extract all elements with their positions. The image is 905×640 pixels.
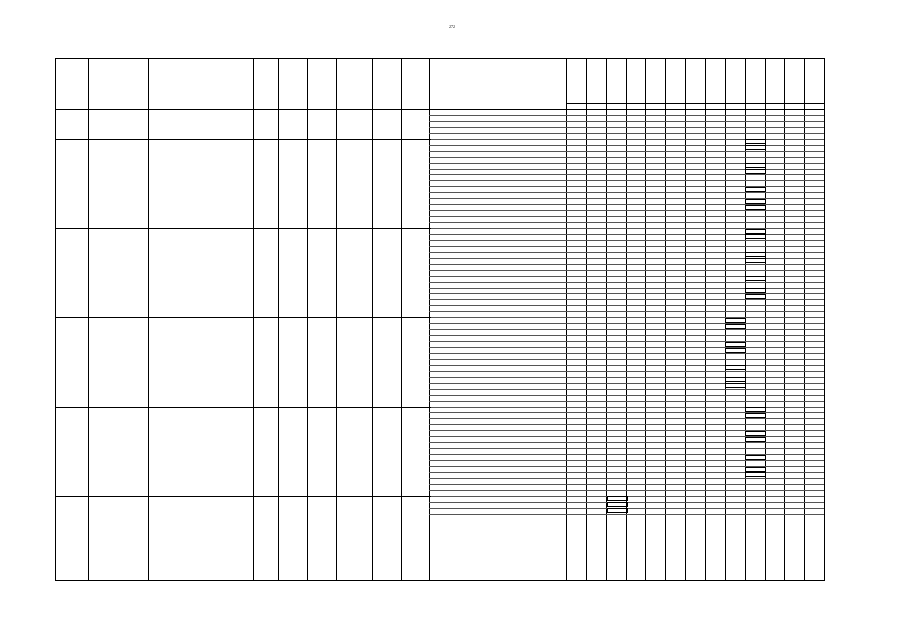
work-item bbox=[431, 443, 566, 448]
mark-box bbox=[745, 252, 766, 257]
grid-vline bbox=[307, 59, 308, 580]
mark-box bbox=[745, 234, 766, 239]
work-item bbox=[431, 115, 566, 120]
mark-box bbox=[745, 455, 766, 460]
mark-box bbox=[607, 502, 628, 507]
work-item bbox=[431, 484, 566, 489]
work-item bbox=[431, 264, 566, 269]
mark-box bbox=[745, 467, 766, 472]
header-territory_type bbox=[307, 59, 336, 109]
work-item bbox=[431, 431, 566, 436]
group-line bbox=[56, 496, 431, 497]
mark-box bbox=[725, 383, 746, 388]
work-item bbox=[431, 181, 566, 186]
work-item bbox=[431, 318, 566, 323]
work-item bbox=[431, 455, 566, 460]
work-item bbox=[431, 413, 566, 418]
header-num bbox=[56, 59, 88, 109]
work-item bbox=[431, 336, 566, 341]
work-item bbox=[431, 234, 566, 239]
work-item bbox=[431, 496, 566, 501]
work-item bbox=[431, 330, 566, 335]
mark-box bbox=[745, 413, 766, 418]
work-item bbox=[431, 145, 566, 150]
year-mark bbox=[646, 508, 664, 514]
work-item bbox=[431, 348, 566, 353]
grid-vline bbox=[148, 59, 149, 580]
mark-box bbox=[725, 342, 746, 347]
work-item bbox=[431, 502, 566, 507]
work-item bbox=[431, 300, 566, 305]
work-item bbox=[431, 407, 566, 412]
work-item bbox=[431, 157, 566, 162]
mark-box bbox=[745, 199, 766, 204]
mark-box bbox=[745, 288, 766, 293]
work-item bbox=[431, 121, 566, 126]
work-item bbox=[431, 401, 566, 406]
work-item bbox=[431, 193, 566, 198]
work-item bbox=[431, 294, 566, 299]
grid-vline bbox=[372, 59, 373, 580]
mark-box bbox=[607, 508, 628, 513]
mark-box bbox=[745, 145, 766, 150]
work-item bbox=[431, 205, 566, 210]
capital-repair-table bbox=[55, 58, 825, 581]
work-item bbox=[431, 365, 566, 370]
work-item bbox=[431, 288, 566, 293]
group-line bbox=[56, 228, 431, 229]
main-year-mark bbox=[607, 448, 625, 454]
mark-box bbox=[745, 437, 766, 442]
work-item bbox=[431, 371, 566, 376]
mark-box bbox=[745, 163, 766, 168]
work-item bbox=[431, 467, 566, 472]
work-item bbox=[431, 377, 566, 382]
work-item bbox=[431, 211, 566, 216]
work-item bbox=[431, 461, 566, 466]
mark-box bbox=[745, 205, 766, 210]
work-item bbox=[431, 252, 566, 257]
mark-box bbox=[607, 496, 628, 501]
work-item bbox=[431, 199, 566, 204]
mark-box bbox=[725, 365, 746, 370]
work-item bbox=[431, 383, 566, 388]
work-item bbox=[431, 223, 566, 228]
mark-box bbox=[745, 407, 766, 412]
mark-box bbox=[745, 472, 766, 477]
work-item bbox=[431, 110, 566, 115]
page-number: 272 bbox=[449, 24, 455, 29]
mark-box bbox=[725, 318, 746, 323]
grid-vline bbox=[88, 59, 89, 580]
header-territory_name bbox=[336, 59, 372, 109]
mark-box bbox=[745, 294, 766, 299]
mark-box bbox=[725, 348, 746, 353]
work-item bbox=[431, 419, 566, 424]
group-line bbox=[56, 317, 431, 318]
work-item bbox=[431, 258, 566, 263]
year-mark bbox=[746, 115, 764, 121]
work-item bbox=[431, 133, 566, 138]
work-item bbox=[431, 437, 566, 442]
work-item bbox=[431, 359, 566, 364]
work-item bbox=[431, 306, 566, 311]
header-street_type bbox=[372, 59, 401, 109]
work-item bbox=[431, 229, 566, 234]
header-district bbox=[88, 59, 148, 109]
work-item bbox=[431, 127, 566, 132]
work-item bbox=[431, 217, 566, 222]
mark-box bbox=[745, 258, 766, 263]
mark-box bbox=[745, 229, 766, 234]
grid-vline bbox=[253, 59, 254, 580]
work-item bbox=[431, 478, 566, 483]
header-works bbox=[431, 59, 564, 109]
work-item bbox=[431, 175, 566, 180]
work-item bbox=[431, 342, 566, 347]
group-line bbox=[56, 139, 431, 140]
header-locality bbox=[278, 59, 307, 109]
mark-box bbox=[745, 431, 766, 436]
work-item bbox=[431, 282, 566, 287]
work-item bbox=[431, 508, 566, 513]
mark-box bbox=[725, 324, 746, 329]
work-item bbox=[431, 425, 566, 430]
work-item bbox=[431, 389, 566, 394]
header-street_name bbox=[401, 59, 429, 109]
mark-box bbox=[745, 187, 766, 192]
mark-box bbox=[725, 377, 746, 382]
work-item bbox=[431, 151, 566, 156]
work-item bbox=[431, 246, 566, 251]
main-year-mark bbox=[607, 180, 625, 186]
grid-vline bbox=[336, 59, 337, 580]
header-settlement_type bbox=[253, 59, 278, 109]
work-item bbox=[431, 169, 566, 174]
mark-box bbox=[745, 169, 766, 174]
work-item bbox=[431, 163, 566, 168]
row-line bbox=[429, 514, 824, 515]
mark-box bbox=[745, 276, 766, 281]
work-item bbox=[431, 312, 566, 317]
work-item bbox=[431, 472, 566, 477]
group-line bbox=[56, 407, 431, 408]
grid-vline bbox=[401, 59, 402, 580]
work-item bbox=[431, 187, 566, 192]
grid-hline bbox=[566, 103, 824, 104]
work-item bbox=[431, 324, 566, 329]
mark-box bbox=[745, 139, 766, 144]
grid-vline bbox=[278, 59, 279, 580]
work-item bbox=[431, 490, 566, 495]
work-item bbox=[431, 395, 566, 400]
main-year-mark bbox=[607, 269, 625, 275]
work-item bbox=[431, 270, 566, 275]
header-settlement bbox=[148, 59, 253, 109]
work-item bbox=[431, 139, 566, 144]
work-item bbox=[431, 276, 566, 281]
main-year-mark bbox=[587, 358, 605, 364]
work-item bbox=[431, 353, 566, 358]
work-item bbox=[431, 449, 566, 454]
work-item bbox=[431, 240, 566, 245]
